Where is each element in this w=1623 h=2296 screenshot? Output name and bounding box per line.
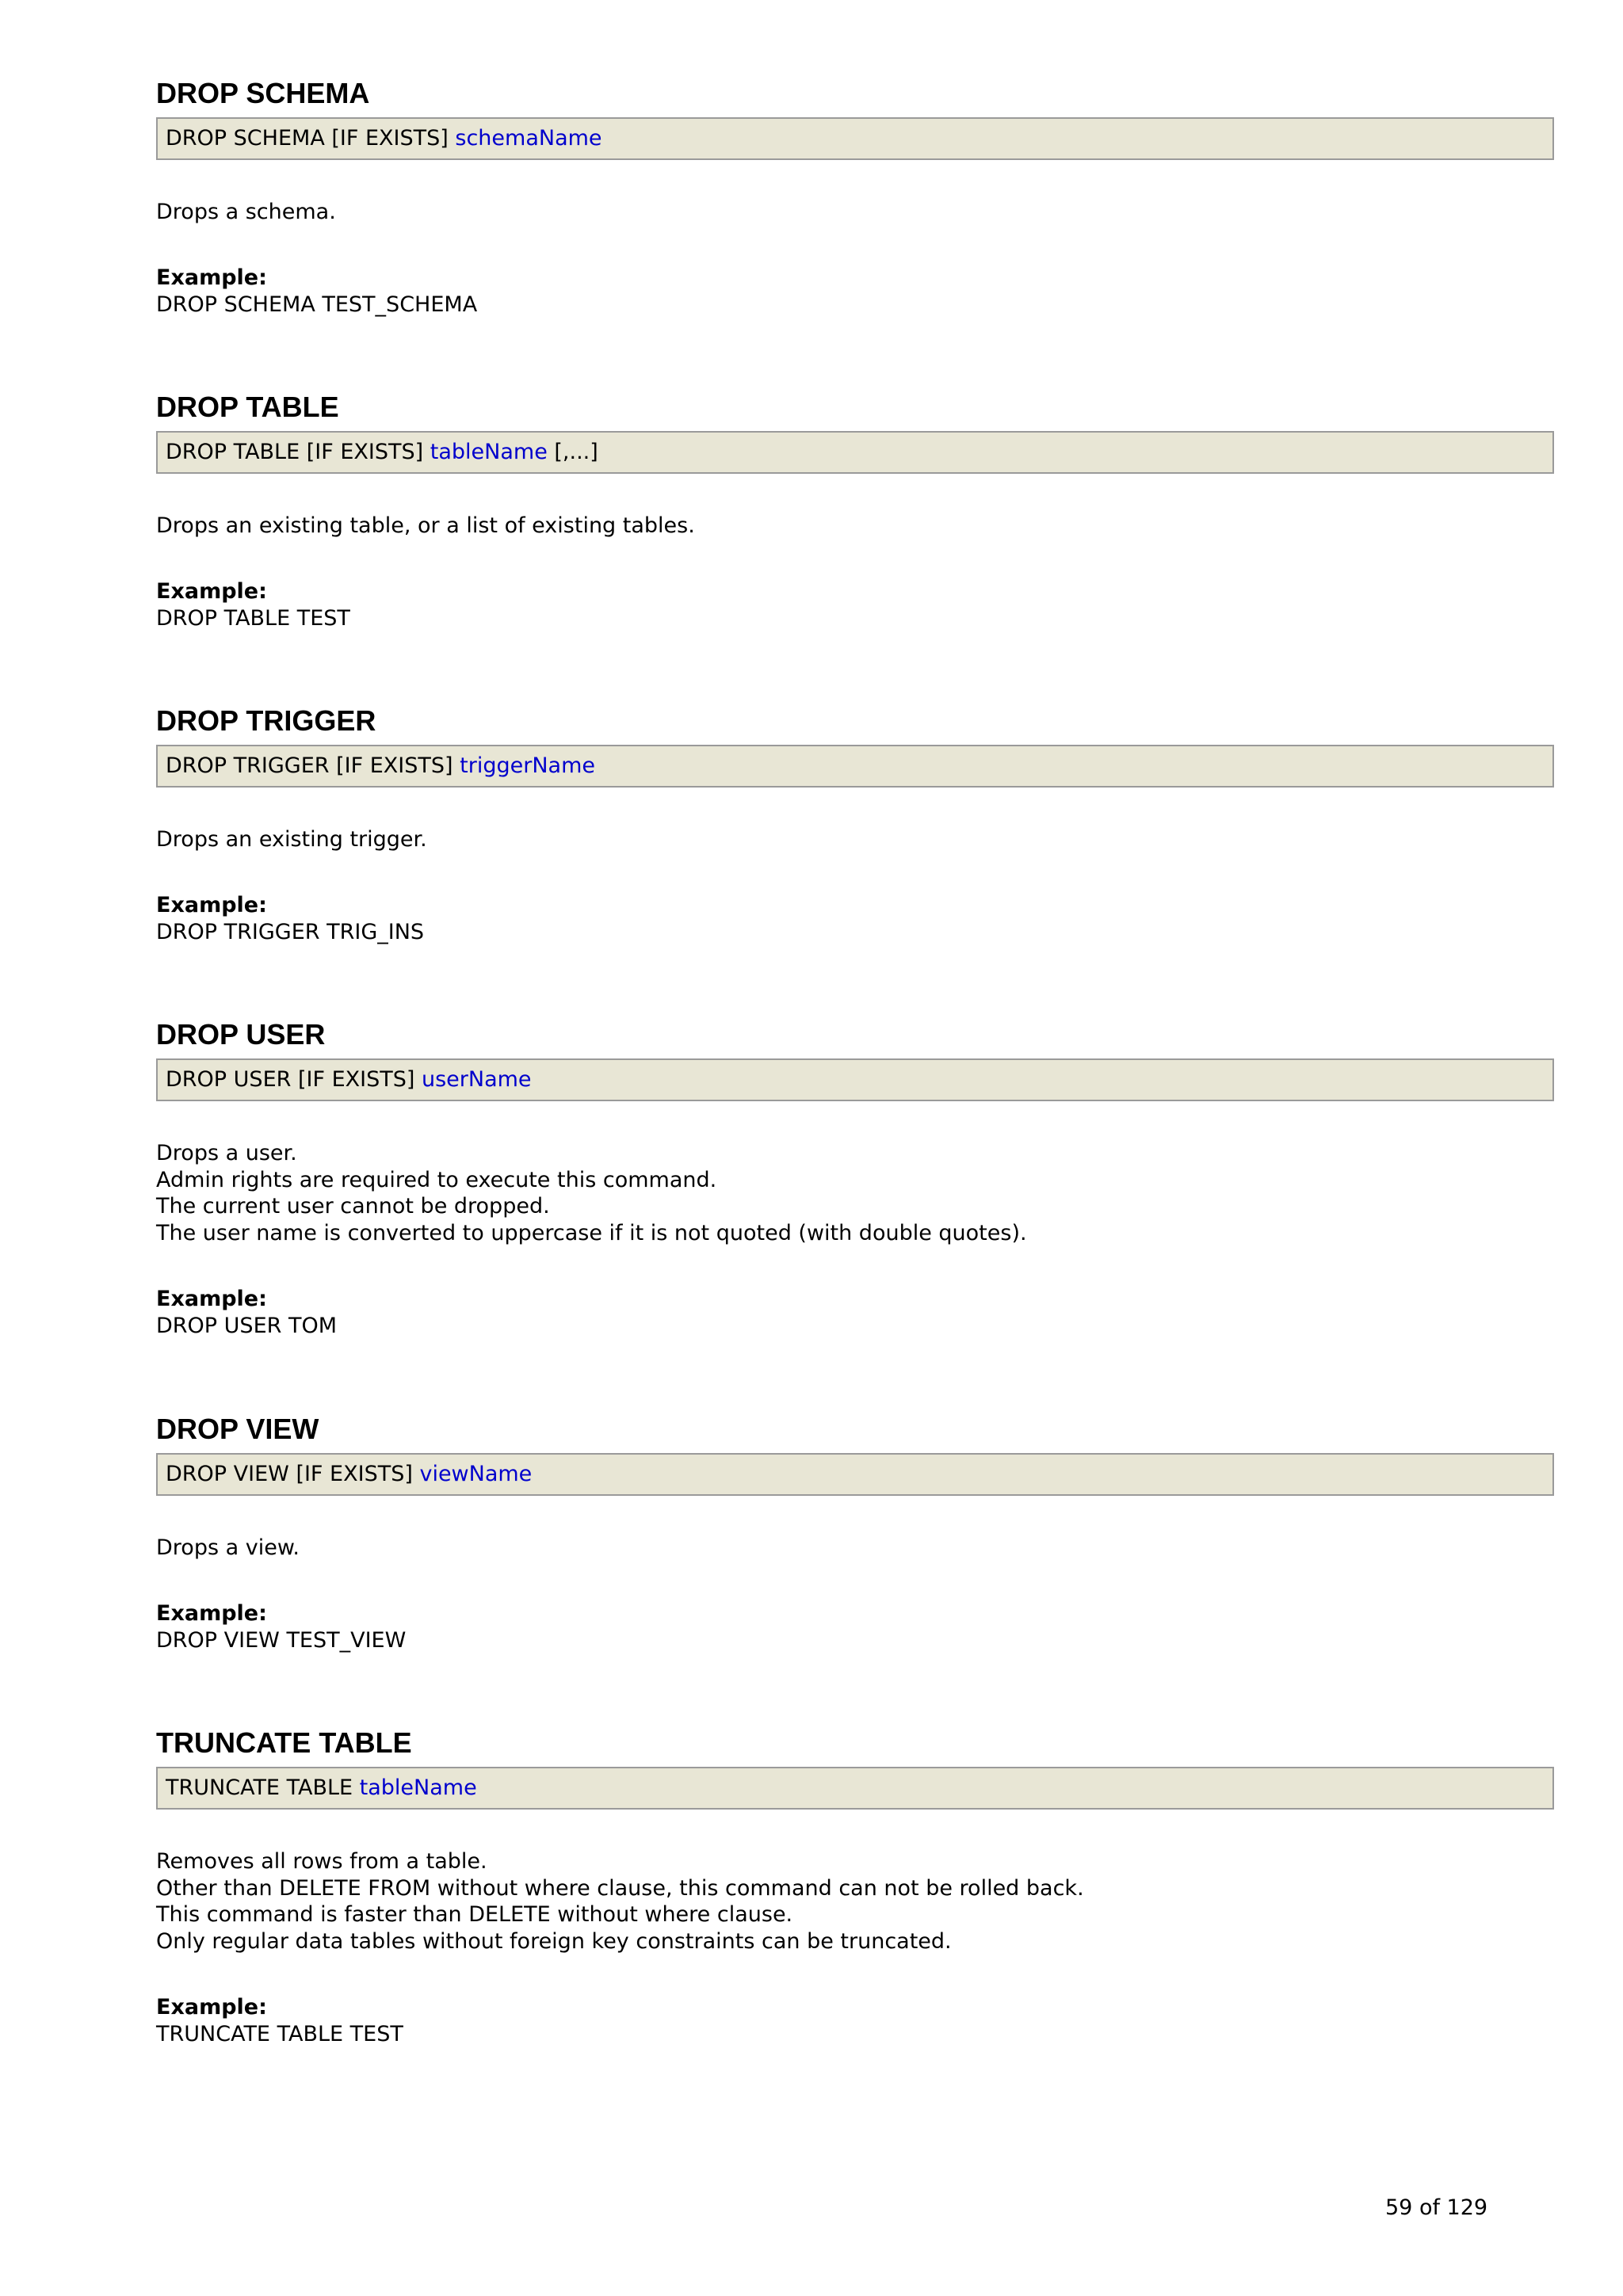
description xyxy=(156,1535,300,1562)
syntax-tail: [,...] xyxy=(547,440,598,464)
syntax-box xyxy=(156,117,1554,160)
description-line: Removes all rows from a table. xyxy=(156,1849,487,1874)
section-title: DROP TABLE xyxy=(156,391,339,423)
example-code: DROP TABLE TEST xyxy=(156,605,350,631)
section-title: DROP SCHEMA xyxy=(156,77,370,109)
syntax-keywords: DROP USER [IF EXISTS] xyxy=(166,1067,422,1092)
description-line: Drops a user. xyxy=(156,1141,297,1165)
syntax-param-link[interactable]: triggerName xyxy=(460,753,595,778)
syntax-keywords: TRUNCATE TABLE xyxy=(166,1775,360,1800)
example-label: Example: xyxy=(156,1995,267,2019)
description xyxy=(156,1140,1027,1246)
description xyxy=(156,826,427,853)
section-title: DROP TRIGGER xyxy=(156,704,376,737)
syntax-box xyxy=(156,431,1554,474)
description xyxy=(156,513,695,540)
description-line: Other than DELETE FROM without where clause, this command can not be rolled back. xyxy=(156,1875,1084,1901)
description-line: Only regular data tables without foreign key constraints can be truncated. xyxy=(156,1928,952,1954)
syntax-box xyxy=(156,1767,1554,1810)
example-code: DROP TRIGGER TRIG_INS xyxy=(156,919,425,944)
syntax-keywords: DROP TRIGGER [IF EXISTS] xyxy=(166,753,460,778)
description-line: Drops an existing table, or a list of existing tables. xyxy=(156,513,695,538)
syntax-param-link[interactable]: tableName xyxy=(430,440,548,464)
description xyxy=(156,1848,1084,1955)
example-code: DROP VIEW TEST_VIEW xyxy=(156,1627,407,1653)
syntax-param-link[interactable]: schemaName xyxy=(455,126,602,151)
description-line: Drops a schema. xyxy=(156,200,336,224)
page-number: 59 of 129 xyxy=(1385,2195,1488,2220)
example xyxy=(156,578,350,631)
example-label: Example: xyxy=(156,1601,267,1626)
description-line: The current user cannot be dropped. xyxy=(156,1194,550,1219)
syntax-param-link[interactable]: viewName xyxy=(419,1462,533,1486)
example-code: TRUNCATE TABLE TEST xyxy=(156,2021,403,2046)
example-label: Example: xyxy=(156,265,267,290)
description xyxy=(156,199,336,226)
section-title: DROP USER xyxy=(156,1018,326,1051)
example xyxy=(156,892,424,945)
description-line: Drops a view. xyxy=(156,1535,300,1560)
syntax-box xyxy=(156,1058,1554,1101)
syntax-box xyxy=(156,745,1554,788)
example-code: DROP SCHEMA TEST_SCHEMA xyxy=(156,292,478,317)
example-label: Example: xyxy=(156,893,267,917)
example xyxy=(156,1600,406,1653)
syntax-keywords: DROP VIEW [IF EXISTS] xyxy=(166,1462,420,1486)
syntax-box xyxy=(156,1453,1554,1496)
example-label: Example: xyxy=(156,579,267,604)
section-title: TRUNCATE TABLE xyxy=(156,1726,412,1759)
syntax-keywords: DROP TABLE [IF EXISTS] xyxy=(166,440,430,464)
example xyxy=(156,1994,403,2047)
description-line: Admin rights are required to execute this command. xyxy=(156,1167,717,1192)
section-title: DROP VIEW xyxy=(156,1413,319,1445)
example xyxy=(156,265,477,318)
syntax-param-link[interactable]: tableName xyxy=(359,1775,477,1800)
description-line: This command is faster than DELETE without where clause. xyxy=(156,1902,793,1927)
description-line: Drops an existing trigger. xyxy=(156,827,427,852)
syntax-keywords: DROP SCHEMA [IF EXISTS] xyxy=(166,126,456,151)
example-label: Example: xyxy=(156,1287,267,1311)
description-line: The user name is converted to uppercase if it is not quoted (with double quotes). xyxy=(156,1220,1027,1245)
example xyxy=(156,1286,337,1339)
syntax-param-link[interactable]: userName xyxy=(422,1067,532,1092)
example-code: DROP USER TOM xyxy=(156,1313,338,1338)
